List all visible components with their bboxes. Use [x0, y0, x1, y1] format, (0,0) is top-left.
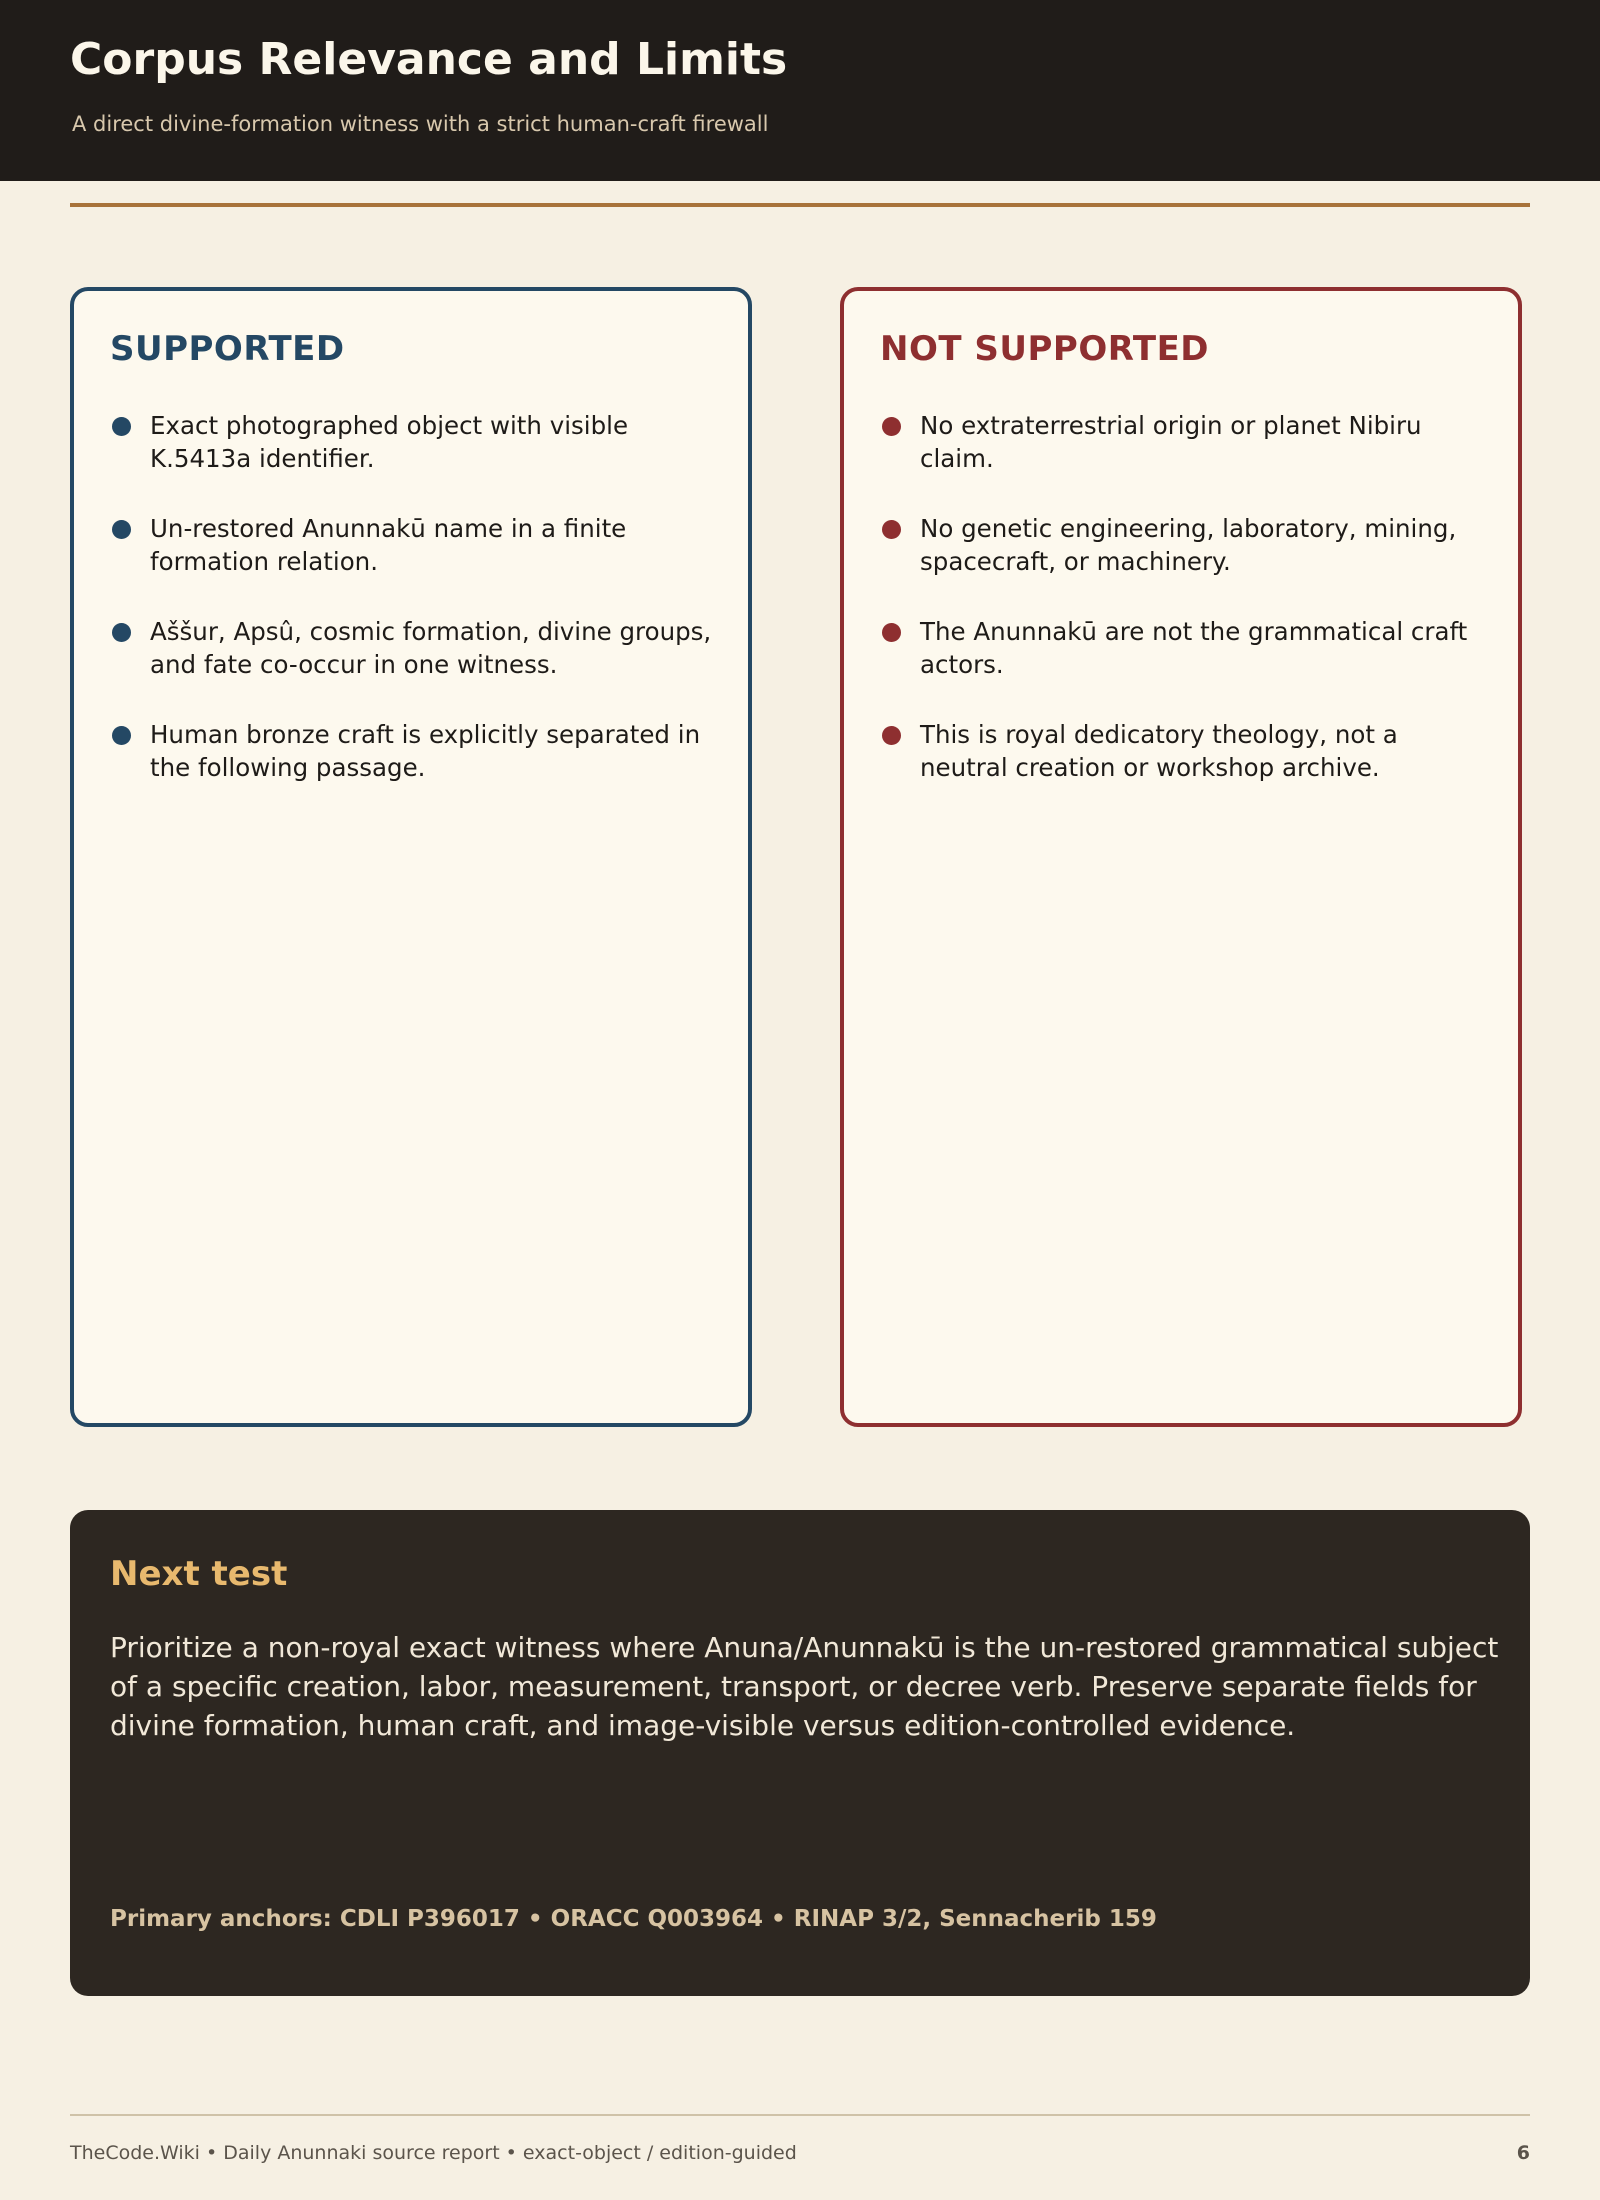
primary-anchors: Primary anchors: CDLI P396017 • ORACC Q003964 • RINAP 3/2, Sennacherib 159 [110, 1906, 1157, 1932]
not-supported-panel [840, 287, 1522, 1427]
list-item-text: The Anunnakū are not the grammatical craft actors. [920, 617, 1468, 679]
supported-list [110, 409, 720, 821]
bullet-dot-icon [112, 726, 131, 745]
list-item [880, 512, 1490, 578]
list-item-text: Exact photographed object with visible K.5413a identifier. [150, 411, 629, 473]
bullet-dot-icon [882, 623, 901, 642]
list-item [880, 718, 1490, 784]
next-test-body: Prioritize a non-royal exact witness where Anuna/Anunnakū is the un-restored grammatical subject of a specific creation, labor, measurement, transport, or decree verb. Preserve separate fields for divine formation, human craft, and image-visible versus edition-controlled evidence. [110, 1631, 1499, 1742]
page-title: Corpus Relevance and Limits [70, 34, 788, 85]
page-number: 6 [1516, 2142, 1530, 2164]
header-divider [70, 203, 1530, 207]
not-supported-list [880, 409, 1490, 821]
report-header [0, 0, 1600, 181]
list-item-text: No extraterrestrial origin or planet Nibiru claim. [920, 411, 1422, 473]
list-item-text: This is royal dedicatory theology, not a neutral creation or workshop archive. [920, 720, 1398, 782]
bullet-dot-icon [112, 623, 131, 642]
list-item-text: Aššur, Apsû, cosmic formation, divine groups, and fate co-occur in one witness. [150, 617, 712, 679]
not-supported-heading: NOT SUPPORTED [880, 329, 1210, 369]
footer-text: TheCode.Wiki • Daily Anunnaki source report • exact-object / edition-guided [70, 2142, 797, 2164]
list-item [110, 718, 720, 784]
list-item [880, 409, 1490, 475]
list-item-text: Un-restored Anunnakū name in a finite formation relation. [150, 514, 627, 576]
bullet-dot-icon [882, 520, 901, 539]
list-item-text: Human bronze craft is explicitly separated in the following passage. [150, 720, 701, 782]
bullet-dot-icon [112, 520, 131, 539]
footer-divider [70, 2114, 1530, 2116]
list-item [110, 512, 720, 578]
list-item [880, 615, 1490, 681]
supported-panel [70, 287, 752, 1427]
bullet-dot-icon [882, 726, 901, 745]
next-test-box [70, 1510, 1530, 1996]
next-test-heading: Next test [110, 1554, 288, 1594]
page-subtitle: A direct divine-formation witness with a strict human-craft firewall [72, 112, 769, 136]
list-item [110, 409, 720, 475]
bullet-dot-icon [882, 417, 901, 436]
supported-heading: SUPPORTED [110, 329, 345, 369]
list-item [110, 615, 720, 681]
list-item-text: No genetic engineering, laboratory, mining, spacecraft, or machinery. [920, 514, 1457, 576]
bullet-dot-icon [112, 417, 131, 436]
